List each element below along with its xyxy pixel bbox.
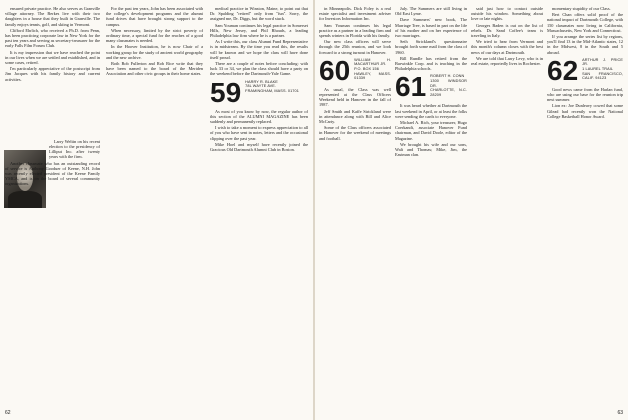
class-year-number: 59 bbox=[210, 76, 242, 108]
secretary-name: ARTHUR J. PRICE JR. bbox=[582, 57, 623, 67]
address-line: FRAMINGHAM, MASS. 01701 bbox=[245, 88, 299, 93]
paragraph: For the past ten years, John has been associated with the college's development programs and the alumni fund drives that have brought strong support to the campus. bbox=[106, 6, 203, 27]
paragraph: Bert Chan offers solid proof of the national impact of Dartmouth College, with 150 classmates now living in California, Massachusetts, New York and Connecticut. bbox=[547, 12, 623, 33]
paragraph: in Minneapolis. Dick Foley is a real estate specialist and investment adviser for Investors Information Inc. bbox=[319, 6, 391, 22]
class-entry-header bbox=[319, 54, 391, 86]
paragraph: As most of you know by now, the regular author of this section of the ALUMNI MAGAZINE has been suddenly and permanently replaced. bbox=[210, 108, 308, 125]
address-line: 1300 WINDSOR DR. bbox=[430, 79, 467, 88]
paragraph: Both Bob Fullerton and Rob Rice write that they have been named to the board of the Meriden Association and other civic groups in their home states. bbox=[106, 61, 203, 77]
right-column-1 bbox=[319, 6, 391, 406]
class-secretary-address bbox=[354, 58, 391, 81]
paragraph: Dave Summers' new book, The Marriage Tree, is based in part on the life of his mother and on her experience of two marriages. bbox=[395, 17, 467, 39]
left-column-2 bbox=[106, 6, 203, 406]
paragraph: We brought his wife and our sons, Walt and Thomas; Mike, Jim, the Eastman clan. bbox=[395, 141, 467, 158]
paragraph: Lion ex: Joe Dunleavy cowed that some Gilead had recently won the National College Basketball Honor Award. bbox=[547, 103, 623, 119]
class-entry-header bbox=[547, 54, 623, 86]
paragraph: We tried to hear from Vermont and this month's column closes with the best news of our days at Dartmouth. bbox=[471, 39, 543, 55]
paragraph: In the Hoover Institution, he is now Chair of a working group for the study of ancient world geography and the new archive. bbox=[106, 44, 203, 60]
paragraph: Jeff Smith and Kaffe Strickland were in attendance along with Bill and Alice McCarty. bbox=[319, 108, 391, 125]
class-year-number: 61 bbox=[395, 71, 427, 103]
class-secretary-address bbox=[245, 80, 299, 94]
paragraph: medical practice in Winston, Maine, to point out that Dr. Spalding "retired" only from "fun". Sorry, the assigned me, Dr. Diggs, but the word stuck. bbox=[210, 6, 308, 22]
address-line: HAWLEY, MASS. 01339 bbox=[354, 71, 391, 81]
right-column-3 bbox=[471, 6, 543, 406]
page-number: 62 bbox=[5, 410, 11, 416]
paragraph: Georges Baden is out on the list of rebels. Dr. Sand Coffee's team is traveling in Italy. bbox=[471, 22, 543, 39]
paragraph: I'm particularly appreciative of the postscript from Jim Jacques with his family history and current activities. bbox=[5, 66, 100, 82]
address-line: 78L WAYTE AVE. bbox=[245, 84, 277, 89]
paragraph: momentary stupidity of our Class. bbox=[552, 6, 611, 11]
paragraph: Sam Youman continues his legal practice as a partner in a leading firm and spends winters in Florida with his family. bbox=[319, 22, 391, 39]
paragraph: ensured private practice. He also serves as Granville village attorney. The Berkes live with their two daughters in a house that they built in Granville. The family enjoys tennis, golf, and skiing in Vermont. bbox=[5, 6, 100, 27]
paragraph: Clifford Ehrlich, who received a Ph.D. from Penn, has been practicing corporate law in New York for the past ten years and serving as secretary-treasurer for the early Falls Film Forum Club. bbox=[5, 27, 100, 49]
class-year-number: 62 bbox=[547, 54, 579, 86]
right-column-2 bbox=[395, 6, 467, 406]
paragraph: It was heard whether at Dartmouth the last weekend in April, or at least the folks were sending the cards to everyone. bbox=[395, 103, 467, 119]
right-column-4 bbox=[547, 6, 623, 406]
paragraph: As I write this, our class Alumni Fund Representative is in midstream. By the time you read this, the results will be known and we hope the class will have done itself proud. bbox=[210, 39, 308, 60]
paragraph: I wish to take a moment to express appreciation to all of you who have sent in notes, letters and the occasional clipping over the past year. bbox=[210, 125, 308, 141]
class-entry-header bbox=[210, 76, 308, 108]
paragraph: Our new class officers will serve through the 25th reunion, and we look forward to a strong turnout in Hanover. bbox=[319, 39, 391, 55]
class-secretary-address bbox=[582, 58, 623, 81]
class-year-number: 60 bbox=[319, 54, 351, 86]
left-page bbox=[0, 0, 313, 420]
paragraph: Some of the Class officers associated in Hanover for the weekend of meetings and football. bbox=[319, 125, 391, 141]
secretary-name: ROBERT H. CONN bbox=[430, 74, 465, 79]
address-line: CHARLOTTE, N.C. 28209 bbox=[430, 88, 467, 97]
paragraph: When necessary, limited by the strict poverty of ordinary time, a special fund for the reaches of a good many classmates is needed. bbox=[106, 27, 203, 44]
paragraph: If you arrange the series list by regions, you'll find 13 in the Mid-Atlantic states, 12 in the Midwest, 8 in the South and 5 abroad. bbox=[547, 34, 623, 55]
secretary-name: HARRY R. BLAKE bbox=[245, 79, 278, 84]
paragraph: Seth Strickland's questionnaire brought forth some mail from the class of 1960. bbox=[395, 39, 467, 55]
address-line: P.O. BOX 156 bbox=[354, 67, 379, 72]
paragraph: July. The Summers are still living in Old East Lyme. bbox=[395, 6, 467, 17]
paragraph: As usual, the Class was well represented at the Class Officers Weekend held in Hanover in the fall of 1987. bbox=[319, 86, 391, 108]
paragraph: Bill Rundle has retired from the Barwinkle Corp. and is teaching in the Philadelphia schools. bbox=[395, 55, 467, 72]
paragraph: Good news came from the Harlan fund, who are using our base for the reunion trip next summer. bbox=[547, 86, 623, 103]
right-page bbox=[315, 0, 628, 420]
paragraph: Mike Hoel and myself have recently joined the Gracious Old Dartmouth Alumni Club in Boston. bbox=[210, 141, 308, 153]
address-line: 1 LAUREL TRAIL bbox=[582, 67, 614, 72]
left-column-3 bbox=[210, 6, 308, 406]
paragraph: Sam Youman continues his legal practice in Somerset Hills, New Jersey, and Phil Rhoads, a leading Philadelphia law firm where he is a partner. bbox=[210, 22, 308, 39]
class-entry-header bbox=[395, 71, 467, 103]
paragraph: said just how to contact outside outside his window. Something about love or late nights. bbox=[471, 6, 543, 22]
secretary-name: WILLIAM H. MACARTHUR JR. bbox=[354, 57, 391, 67]
paragraph: We are told that Larry Levy, who is in real estate, reportedly lives in Rochester. bbox=[471, 55, 543, 67]
left-column-1 bbox=[5, 6, 100, 406]
paragraph: Michael A. Rich, your treasurer, Hugo Coerkandt, associate Hanover Fund chairman, and David Doole, editor of the Magazine. bbox=[395, 120, 467, 141]
paragraph: Larry Weltin on his recent election to the presidency of Lilliput Inc. after twenty years with the firm. bbox=[49, 138, 100, 160]
paragraph: There are a couple of notes before concluding: with luck 33 or 34, we plan the class should have a party on the weekend before the Dartmouth-Yale Game. bbox=[210, 61, 308, 77]
paragraph: Another classmate who has an outstanding record of service is Anthony Gooduer of Keene, N.H. John was recently elected president of the Keene Family YMCA, and is on the board of several community organizations. bbox=[5, 160, 100, 187]
class-secretary-address bbox=[430, 74, 467, 97]
paragraph: It is my impression that we have reached the point in our lives when we are settled and established, and in some cases, retired. bbox=[5, 49, 100, 66]
address-line: SAN FRANCISCO, CALIF. 94123 bbox=[582, 71, 623, 81]
page-number: 63 bbox=[617, 410, 623, 416]
